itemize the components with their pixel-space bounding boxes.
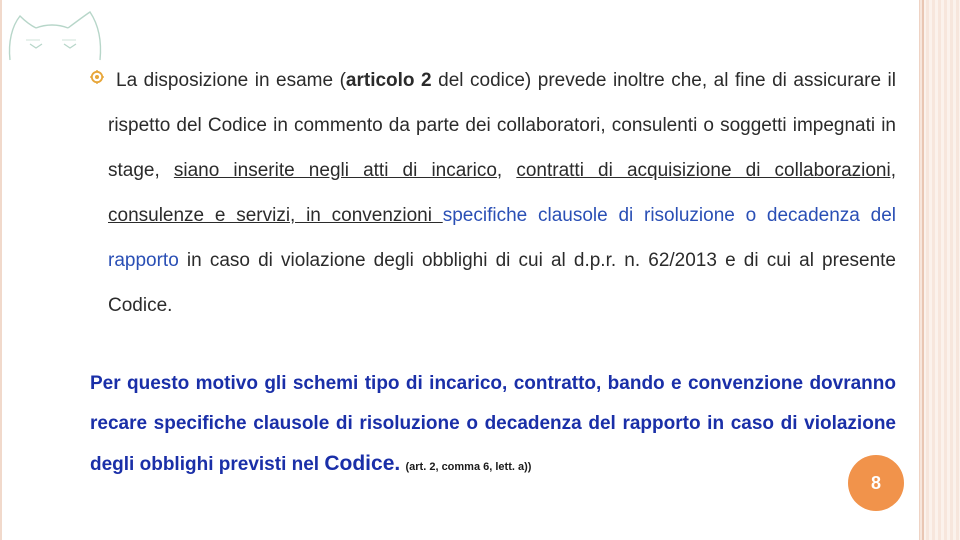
left-border [0, 0, 2, 540]
note-paragraph [90, 364, 896, 487]
paragraph-comma: , [496, 160, 517, 181]
note-last-word: Codice. [324, 452, 401, 475]
paragraph-text-1: La disposizione in esame ( [116, 70, 346, 91]
logo-sketch-icon [6, 4, 106, 64]
bullet-paragraph [108, 58, 896, 328]
bullet-icon [90, 70, 104, 84]
note-text: Per questo motivo gli schemi tipo di incarico, contratto, bando e convenzione dovranno recare specifiche clausole di risoluzione o decadenza del rapporto in caso di violazione degli obblighi previsti nel [90, 373, 896, 475]
page-number-badge: 8 [848, 455, 904, 511]
right-decorative-stripe [919, 0, 960, 540]
paragraph-text-2: del codice) prevede inoltre che, al fine di assicurare il rispetto del Codice in commento da parte dei collaboratori, consulenti o soggetti impegnati in stage, [108, 70, 896, 181]
blue-phrase: specifiche clausole di risoluzione o decadenza del rapporto [108, 205, 896, 271]
note-reference: (art. 2, comma 6, lett. a)) [405, 461, 532, 473]
right-border-line [922, 0, 924, 540]
underlined-phrase-1: siano inserite negli atti di incarico [173, 160, 497, 181]
article-reference: articolo 2 [345, 70, 432, 91]
underlined-phrase-2: contratti di acquisizione di collaborazioni, consulenze e servizi, in convenzioni [108, 160, 896, 226]
paragraph-text-3: in caso di violazione degli obblighi di cui al d.p.r. n. 62/2013 e di cui al presente Codice. [108, 250, 896, 316]
